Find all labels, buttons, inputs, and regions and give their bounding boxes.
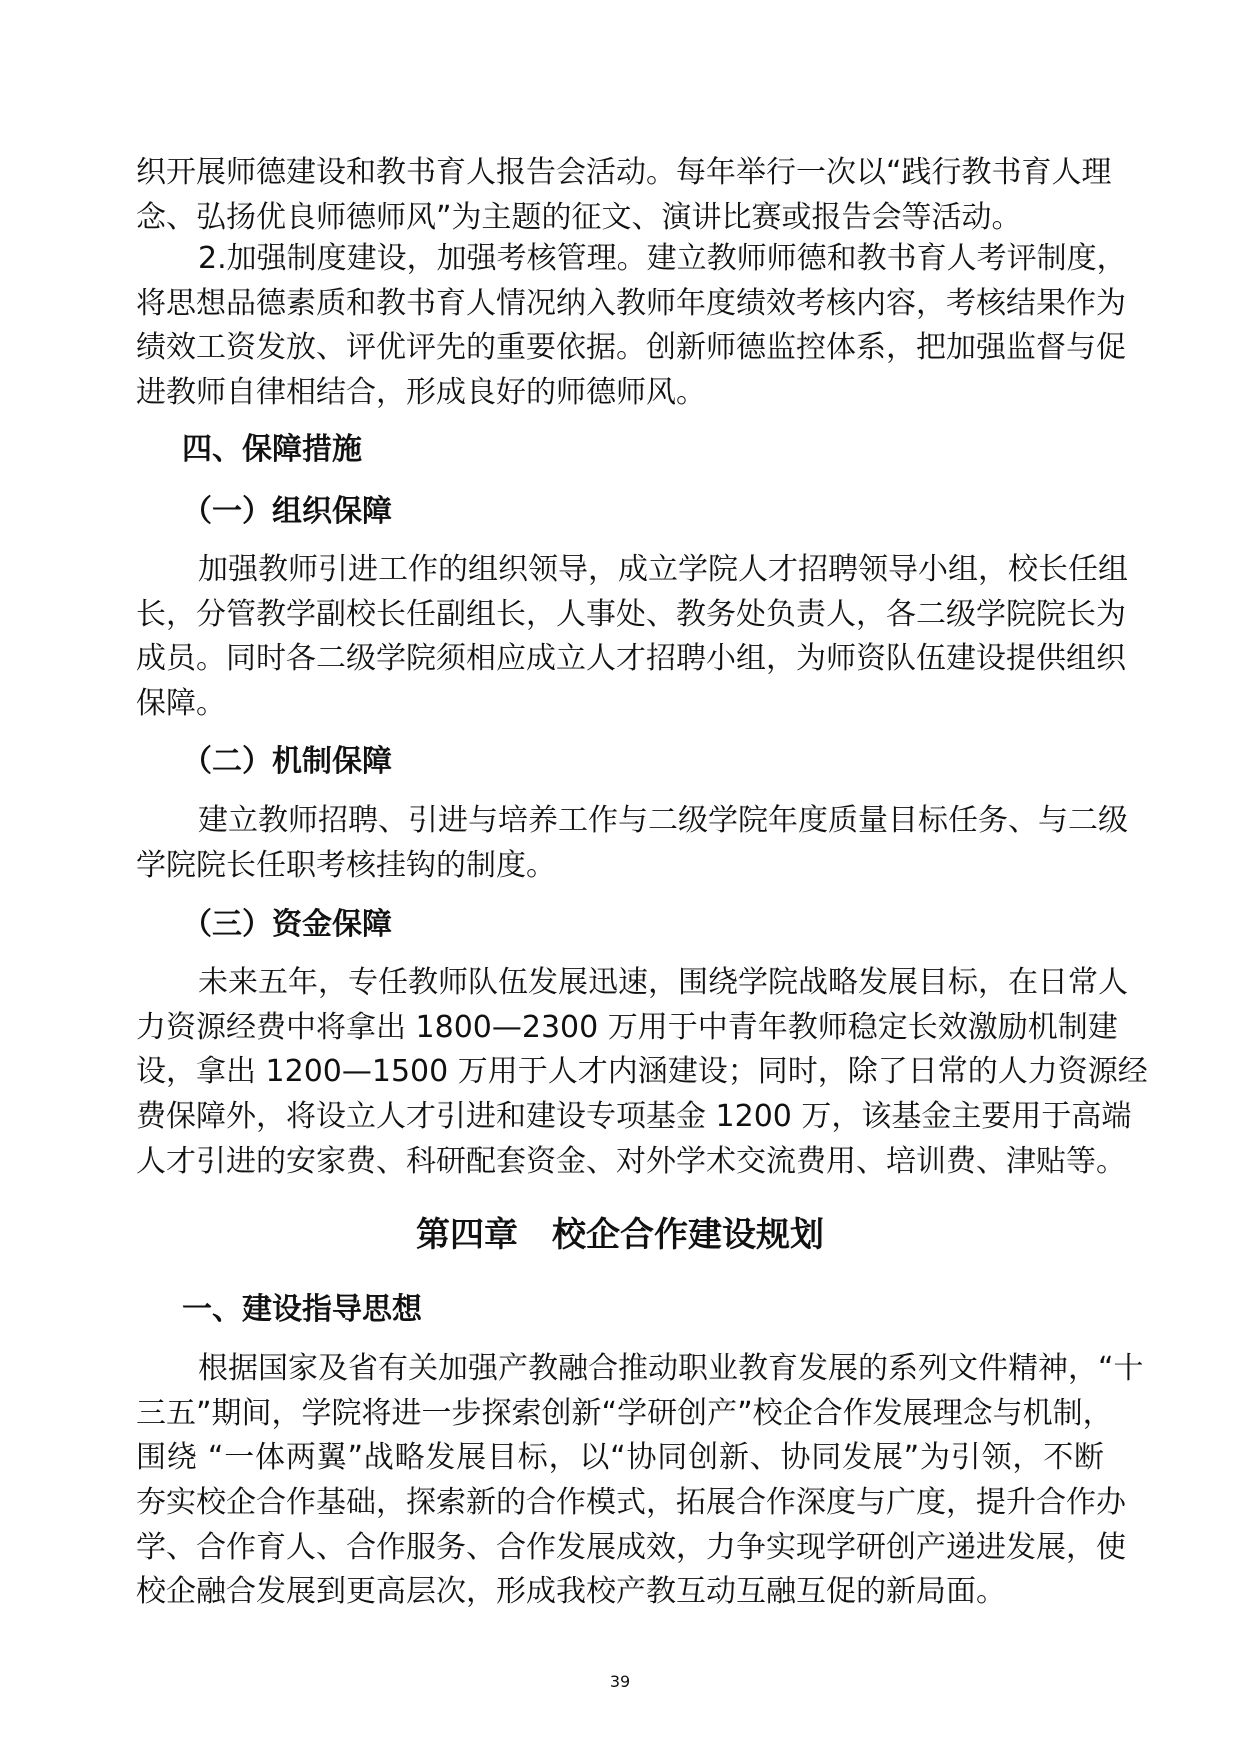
page-number: 39 xyxy=(609,1672,631,1691)
text-line: 绩效工资发放、评优评先的重要依据。创新师德监控体系，把加强监督与促 xyxy=(136,330,1126,366)
paragraph-4 xyxy=(136,799,1128,888)
subheading-block xyxy=(136,740,1104,784)
heading-guiding-ideology: 一、建设指导思想 xyxy=(182,1292,422,1327)
chapter-title: 第四章 校企合作建设规划 xyxy=(416,1215,824,1255)
paragraph-2 xyxy=(136,237,1127,416)
paragraph-5 xyxy=(136,961,1148,1184)
subheading-block xyxy=(136,490,1104,534)
text-line: 建立教师招聘、引进与培养工作与二级学院年度质量目标任务、与二级 xyxy=(198,803,1128,838)
text-line: 长，分管教学副校长任副组长，人事处、教务处负责人，各二级学院院长为 xyxy=(136,596,1126,632)
text-line: 力资源经费中将拿出 1800—2300 万用于中青年教师稳定长效激励机制建 xyxy=(136,1009,1118,1045)
subheading-block xyxy=(136,903,1104,947)
paragraph-1 xyxy=(136,151,1112,240)
text-line: 未来五年，专任教师队伍发展迅速，围绕学院战略发展目标，在日常人 xyxy=(198,965,1128,1000)
text-line: 夯实校企合作基础，探索新的合作模式，拓展合作深度与广度，提升合作办 xyxy=(136,1485,1126,1521)
section-heading xyxy=(136,428,1104,472)
text-line: 将思想品德素质和教书育人情况纳入教师年度绩效考核内容，考核结果作为 xyxy=(136,285,1126,321)
text-line: 三五”期间，学院将进一步探索创新“学研创产”校企合作发展理念与机制， xyxy=(136,1395,1113,1431)
text-line: 学院院长任职考核挂钩的制度。 xyxy=(136,847,556,883)
text-line: 保障。 xyxy=(136,686,226,722)
text-line: 成员。同时各二级学院须相应成立人才招聘小组，为师资队伍建设提供组织 xyxy=(136,641,1126,677)
text-line: 学、合作育人、合作服务、合作发展成效，力争实现学研创产递进发展，使 xyxy=(136,1529,1126,1565)
section-heading xyxy=(136,1288,1104,1332)
paragraph-6 xyxy=(136,1347,1144,1615)
text-line: 费保障外，将设立人才引进和建设专项基金 1200 万，该基金主要用于高端 xyxy=(136,1099,1132,1135)
text-line: 进教师自律相结合，形成良好的师德师风。 xyxy=(136,375,706,411)
heading-mechanism: （二）机制保障 xyxy=(182,744,392,779)
text-line: 人才引进的安家费、科研配套资金、对外学术交流费用、培训费、津贴等。 xyxy=(136,1143,1126,1179)
text-line: 设，拿出 1200—1500 万用于人才内涵建设；同时，除了日常的人力资源经 xyxy=(136,1054,1148,1090)
text-line: 2.加强制度建设，加强考核管理。建立教师师德和教书育人考评制度， xyxy=(198,241,1127,276)
text-line: 念、弘扬优良师德师风”为主题的征文、演讲比赛或报告会等活动。 xyxy=(136,199,1022,235)
text-line: 校企融合发展到更高层次，形成我校产教互动互融互促的新局面。 xyxy=(136,1574,1006,1610)
text-line: 加强教师引进工作的组织领导，成立学院人才招聘领导小组，校长任组 xyxy=(198,552,1128,587)
text-line: 织开展师德建设和教书育人报告会活动。每年举行一次以“践行教书育人理 xyxy=(136,155,1112,190)
heading-section-4: 四、保障措施 xyxy=(182,432,362,467)
text-line: 根据国家及省有关加强产教融合推动职业教育发展的系列文件精神，“十 xyxy=(198,1351,1144,1386)
text-line: 围绕 “一体两翼”战略发展目标，以“协同创新、协同发展”为引领，不断 xyxy=(136,1440,1104,1476)
heading-funding: （三）资金保障 xyxy=(182,907,392,942)
paragraph-3 xyxy=(136,548,1128,727)
heading-organization: （一）组织保障 xyxy=(182,494,392,529)
